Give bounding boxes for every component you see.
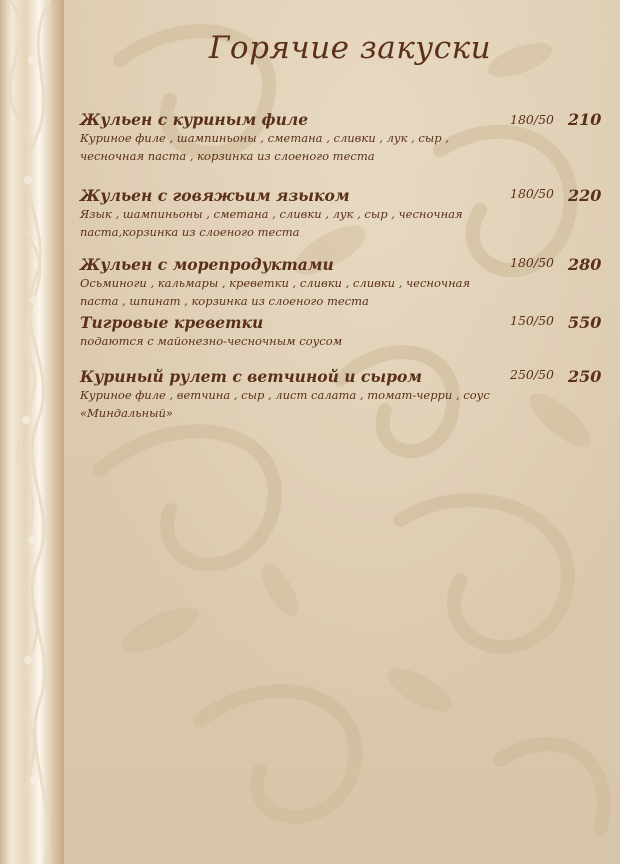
lace-ornament-icon [0,0,64,864]
menu-item-weight: 180/50 [510,255,554,270]
menu-item-description: Куриное филе , ветчина , сыр , лист салата , томат-черри , соус «Миндальный» [80,388,490,420]
menu-item-description: Осьминоги , кальмары , креветки , сливки , сливки , чесночная паста , шпинат , корзинка из слоеного теста [80,276,471,308]
menu-item-name: Жульен с морепродуктами [80,255,334,274]
menu-item-name: Куриный рулет с ветчиной и сыром [80,367,423,386]
menu-item-weight: 180/50 [510,186,554,201]
menu-item-weight: 150/50 [510,313,554,328]
menu-item-price: 550 [568,313,602,332]
menu-item [80,110,610,165]
menu-item-weight: 250/50 [510,367,554,382]
page-title: Горячие закуски [208,30,492,66]
decorative-left-border [0,0,64,864]
menu-item-name: Жульен с куриным филе [80,110,309,129]
menu-item-price: 250 [568,367,602,386]
menu-item-name: Тигровые креветки [80,313,264,332]
menu-item-description: Язык , шампиньоны , сметана , сливки , лук , сыр , чесночная паста,корзинка из слоеного теста [80,207,463,239]
menu-item-name: Жульен с говяжьим языком [80,186,350,205]
menu-item [80,186,610,241]
menu-item-weight: 180/50 [510,112,554,127]
menu-item-description: Куриное филе , шампиньоны , сметана , сливки , лук , сыр , чесночная паста , корзинка из слоеного теста [80,131,449,163]
menu-item-price: 280 [568,255,602,274]
menu-item-description: подаются с майонезно-чесночным соусом [80,334,343,348]
menu-item-price: 220 [568,186,602,205]
menu-item [80,367,610,422]
menu-item [80,313,610,350]
menu-item [80,255,610,310]
menu-item-price: 210 [568,110,602,129]
